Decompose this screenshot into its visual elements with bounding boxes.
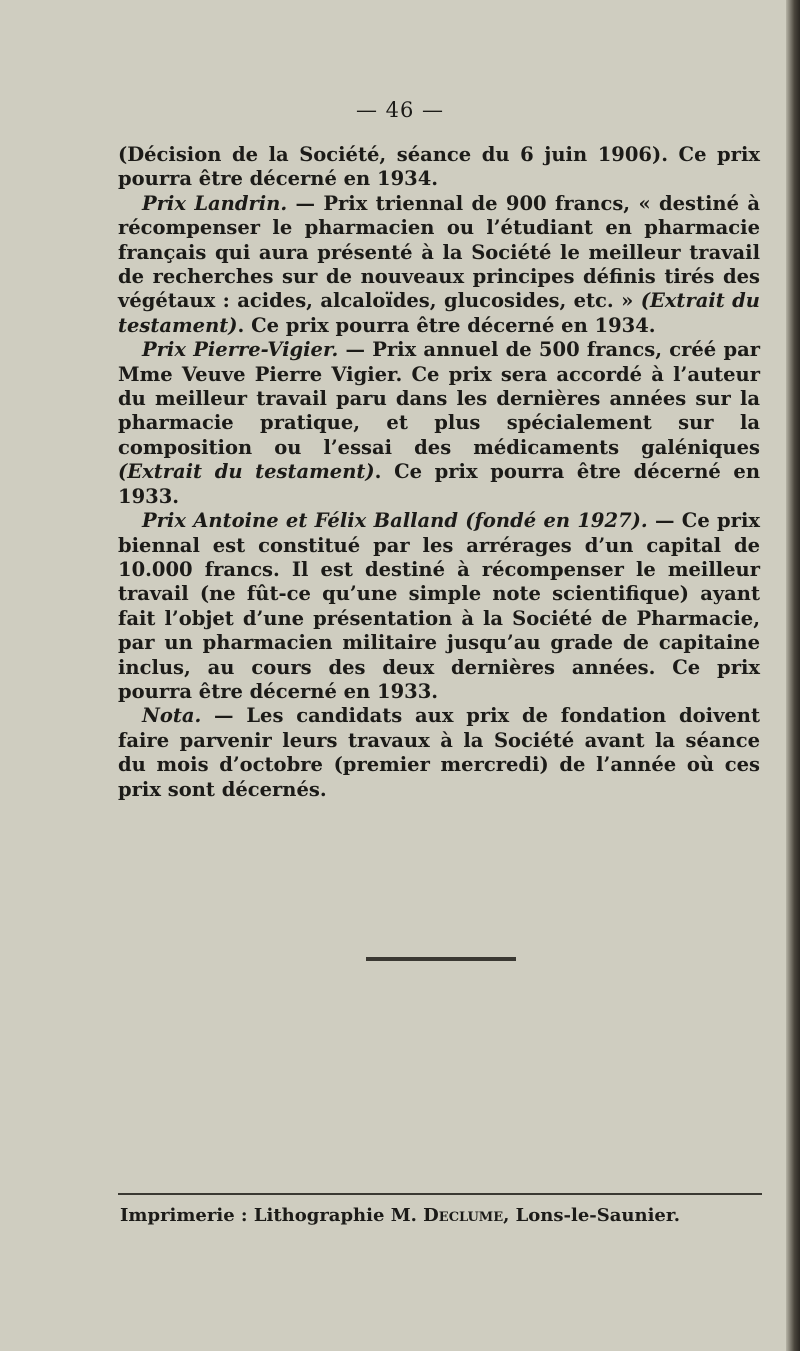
footer-rule bbox=[118, 1193, 762, 1195]
paragraph-title: Prix Antoine et Félix Balland (fondé en 1927). bbox=[142, 509, 648, 533]
paragraph-body: — Ce prix biennal est constitué par les arrérages d’un capital de 10.000 francs. Il est destiné à récompenser le meilleur travail (ne fût-ce qu’une simple note scientifique) ayant fait l’objet d’une présentation à la Société de Pharmacie, par un pharmacien militaire jusqu’au grade de capitaine inclus, au cours des deux dernières années. Ce prix pourra être décerné en 1933. bbox=[118, 509, 760, 703]
paragraph-body: — Prix triennal de 900 francs, « destiné à récompenser le pharmacien ou l’étudiant en pharmacie français qui aura présenté à la Société le meilleur travail de recherches sur de nouveaux principes définis tirés des végétaux : acides, alcaloïdes, glucosides, etc. » bbox=[118, 191, 760, 313]
paragraph-title: Prix Landrin. bbox=[142, 191, 288, 215]
paragraph-title: Prix Pierre-Vigier. bbox=[142, 338, 339, 362]
paragraph-prix-landrin bbox=[118, 192, 760, 338]
paragraph-body: — Prix annuel de 500 francs, créé par Mme Veuve Pierre Vigier. Ce prix sera accordé à l’auteur du meilleur travail paru dans les dernières années sur la pharmacie pratique, et plus spécialement sur la composition ou l’essai des médicaments galéniques bbox=[118, 338, 760, 459]
paragraph-tail: . Ce prix pourra être décerné en 1933. bbox=[118, 460, 761, 508]
paragraph-prix-pierre-vigier bbox=[118, 338, 760, 509]
imprint-suffix: , Lons-le-Saunier. bbox=[503, 1205, 680, 1226]
section-divider bbox=[366, 957, 516, 961]
body-text bbox=[118, 143, 760, 802]
imprint-printer-name: Declume bbox=[423, 1205, 504, 1226]
paragraph-body: — Les candidats aux prix de fondation doivent faire parvenir leurs travaux à la Société avant la séance du mois d’octobre (premier mercredi) de l’année où ces prix sont décernés. bbox=[118, 704, 760, 801]
page-edge bbox=[786, 0, 800, 1351]
paragraph-nota bbox=[118, 704, 760, 802]
paragraph-body: (Décision de la Société, séance du 6 juin 1906). Ce prix pourra être décerné en 1934. bbox=[118, 143, 760, 191]
imprint-prefix: Imprimerie : Lithographie M. bbox=[120, 1205, 424, 1226]
paragraph-tail: . Ce prix pourra être décerné en 1934. bbox=[237, 313, 656, 337]
printer-imprint bbox=[0, 1205, 800, 1226]
paragraph-prix-balland bbox=[118, 509, 760, 704]
paragraph-title: Nota. bbox=[142, 704, 202, 728]
paragraph-reference: (Extrait du testament) bbox=[118, 289, 760, 337]
page-number: — 46 — bbox=[355, 98, 445, 122]
paragraph-reference: (Extrait du testament) bbox=[118, 460, 375, 484]
paragraph-decision bbox=[118, 143, 760, 192]
